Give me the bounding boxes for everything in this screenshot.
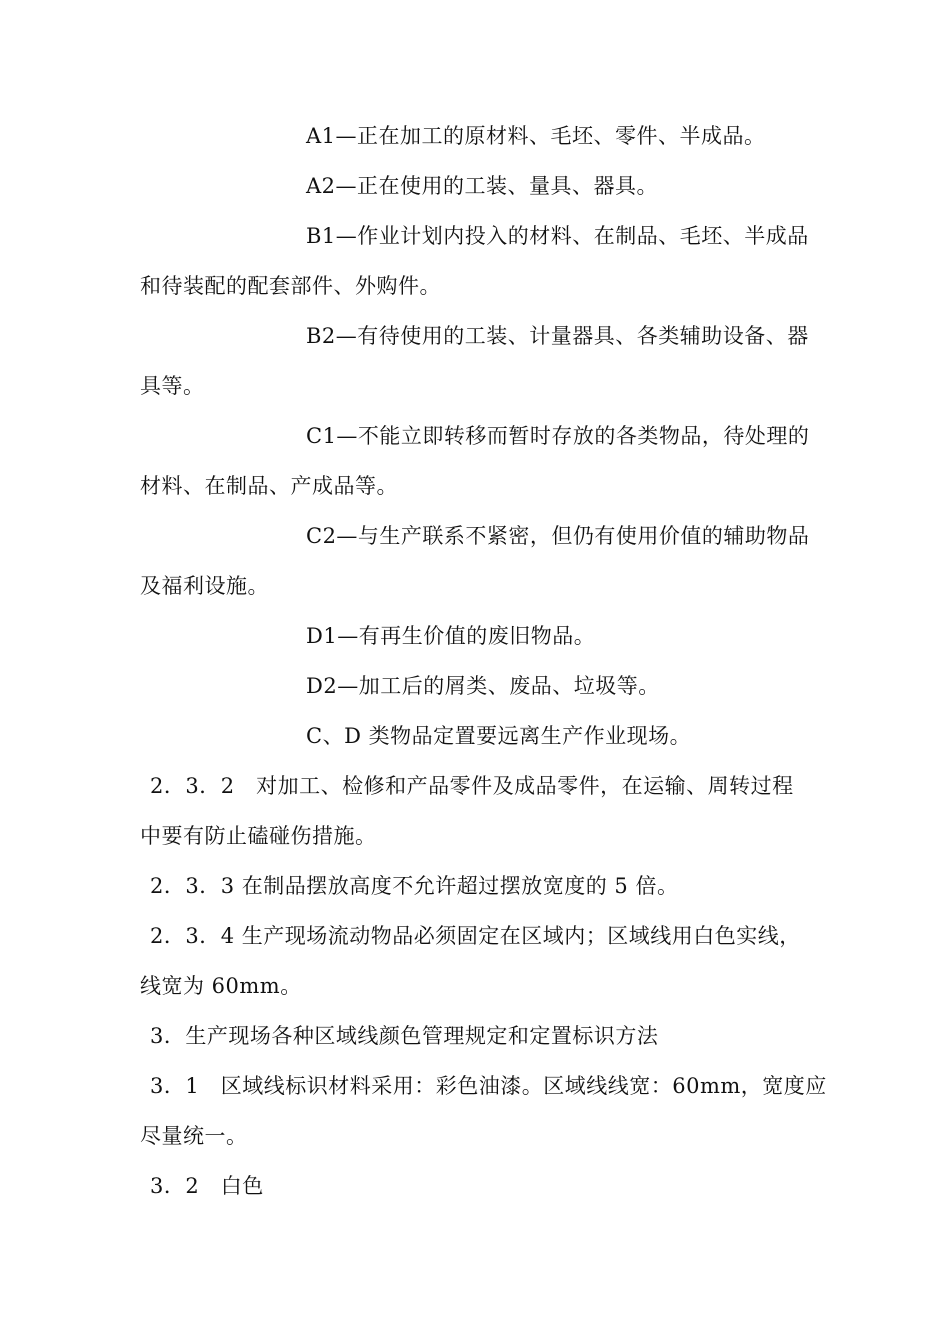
text-line-3-2: 3．2 白色 (150, 1174, 264, 1198)
text-line-2-3-3: 2．3．3 在制品摆放高度不允许超过摆放宽度的 5 倍。 (150, 874, 679, 898)
text-line-c1: C1—不能立即转移而暂时存放的各类物品，待处理的 (306, 424, 810, 448)
text-line-2-3-4: 2．3．4 生产现场流动物品必须固定在区域内；区域线用白色实线， (150, 924, 801, 948)
text-line-c2-cont: 及福利设施。 (140, 574, 269, 598)
text-line-d2: D2—加工后的屑类、废品、垃圾等。 (306, 674, 660, 698)
text-line-2-3-2: 2．3．2 对加工、检修和产品零件及成品零件，在运输、周转过程 (150, 774, 794, 798)
text-line-b1: B1—作业计划内投入的材料、在制品、毛坯、半成品 (306, 224, 809, 248)
text-line-c2: C2—与生产联系不紧密，但仍有使用价值的辅助物品 (306, 524, 810, 548)
text-line-2-3-2-cont: 中要有防止磕碰伤措施。 (140, 824, 377, 848)
text-line-a1: A1—正在加工的原材料、毛坯、零件、半成品。 (306, 124, 766, 148)
text-line-2-3-4-cont: 线宽为 60mm。 (140, 974, 302, 998)
text-line-section-3: 3．生产现场各种区域线颜色管理规定和定置标识方法 (150, 1024, 659, 1048)
text-line-cd-note: C、D 类物品定置要远离生产作业现场。 (306, 724, 692, 748)
text-line-b2-cont: 具等。 (140, 374, 205, 398)
text-line-3-1-cont: 尽量统一。 (140, 1124, 248, 1148)
text-line-b2: B2—有待使用的工装、计量器具、各类辅助设备、器 (306, 324, 809, 348)
text-line-a2: A2—正在使用的工装、量具、器具。 (306, 174, 659, 198)
text-line-d1: D1—有再生价值的废旧物品。 (306, 624, 596, 648)
text-line-3-1: 3．1 区域线标识材料采用：彩色油漆。区域线线宽：60mm，宽度应 (150, 1074, 827, 1098)
text-line-c1-cont: 材料、在制品、产成品等。 (140, 474, 398, 498)
text-line-b1-cont: 和待装配的配套部件、外购件。 (140, 274, 441, 298)
